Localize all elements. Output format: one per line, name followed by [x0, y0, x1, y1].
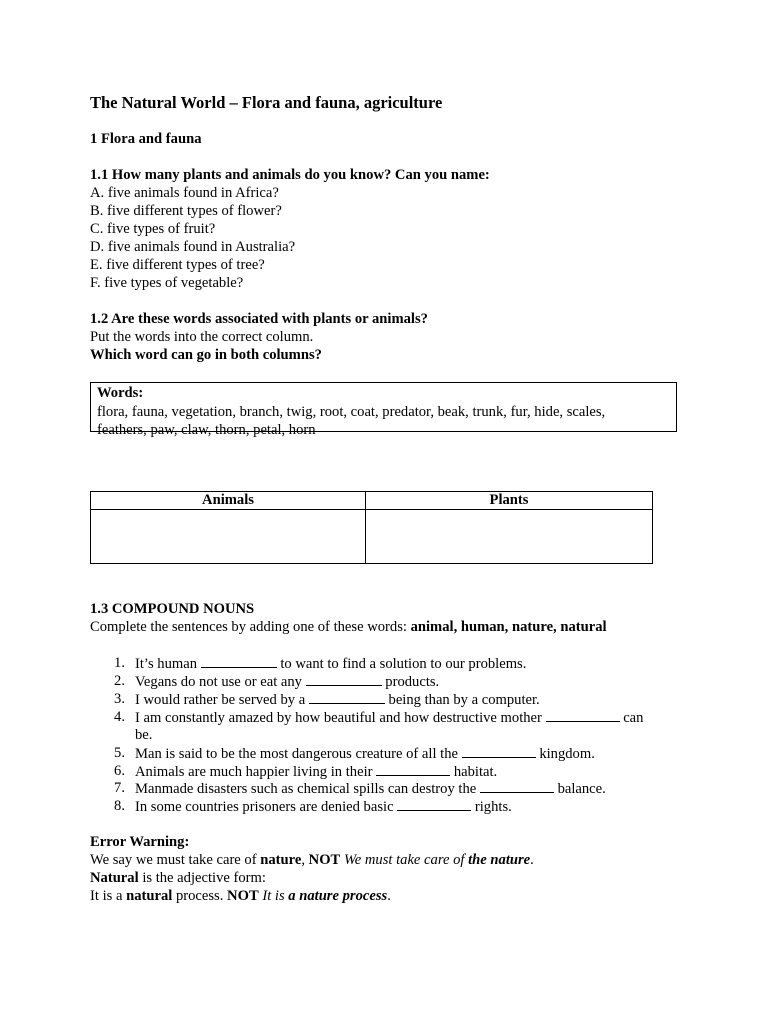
- sentence-start: Vegans do not use or eat any: [135, 674, 302, 690]
- question-1-2-question: Which word can go in both columns?: [90, 347, 322, 363]
- text-run: We say we must take care of: [90, 852, 257, 868]
- word-bank-box: [90, 382, 677, 438]
- question-1-1-heading: 1.1 How many plants and animals do you know? Can you name:: [90, 167, 490, 183]
- list-item: [135, 673, 665, 692]
- error-warning-line-1: [90, 852, 534, 870]
- list-number: 6.: [114, 763, 125, 779]
- sentence-end: balance.: [557, 781, 606, 797]
- sentence-start: Man is said to be the most dangerous creature of all the: [135, 746, 458, 762]
- list-item: [135, 655, 665, 674]
- text-run-bold-italic: a nature process: [288, 888, 388, 904]
- answer-blank[interactable]: [309, 691, 385, 704]
- list-number: 4.: [114, 709, 125, 725]
- list-item: [135, 745, 665, 764]
- list-item-continuation: be.: [135, 727, 153, 743]
- question-1-1-item-d: D. five animals found in Australia?: [90, 239, 296, 255]
- text-run: process.: [175, 888, 224, 904]
- question-1-2-heading: 1.2 Are these words associated with plants or animals?: [90, 311, 428, 327]
- question-1-1-item-c: C. five types of fruit?: [90, 221, 216, 237]
- sentence-end: habitat.: [453, 764, 498, 780]
- list-number: 8.: [114, 798, 125, 814]
- text-run-bold: NOT: [227, 888, 259, 904]
- question-1-1-item-f: F. five types of vegetable?: [90, 275, 244, 291]
- list-number: 1.: [114, 655, 125, 671]
- sentence-end: kingdom.: [539, 746, 595, 762]
- answer-blank[interactable]: [546, 709, 620, 722]
- question-1-3-heading: 1.3 COMPOUND NOUNS: [90, 601, 255, 617]
- answer-blank[interactable]: [397, 798, 471, 811]
- error-warning-line-3: [90, 888, 391, 906]
- error-warning-heading: Error Warning:: [90, 834, 190, 850]
- question-1-3-instruction: Complete the sentences by adding one of these words:: [90, 619, 407, 635]
- sentence-end: to want to find a solution to our problems.: [280, 656, 527, 672]
- text-run-bold: nature: [260, 852, 302, 868]
- sentence-start: It’s human: [135, 656, 198, 672]
- text-run: is the adjective form:: [142, 870, 266, 886]
- text-run-italic: It is: [262, 888, 285, 904]
- question-1-1-item-b: B. five different types of flower?: [90, 203, 282, 219]
- sentence-end: rights.: [474, 799, 512, 815]
- question-1-3-word-options: animal, human, nature, natural: [410, 619, 607, 635]
- sentence-end: can: [623, 710, 644, 726]
- word-bank-line-2: feathers, paw, claw, thorn, petal, horn: [97, 421, 316, 438]
- sentence-start: Manmade disasters such as chemical spills can destroy the: [135, 781, 477, 797]
- document-title: The Natural World – Flora and fauna, agriculture: [90, 93, 443, 112]
- list-item: [135, 780, 665, 799]
- sentence-start: In some countries prisoners are denied basic: [135, 799, 394, 815]
- error-warning-line-2: [90, 870, 266, 888]
- answer-blank[interactable]: [480, 780, 554, 793]
- question-1-1-item-a: A. five animals found in Africa?: [90, 185, 279, 201]
- text-run: .: [530, 852, 534, 868]
- list-number: 3.: [114, 691, 125, 707]
- sentence-end: products.: [385, 674, 440, 690]
- text-run-bold-italic: the nature: [468, 852, 531, 868]
- list-item: [135, 691, 665, 710]
- answer-blank[interactable]: [462, 745, 536, 758]
- sentence-start: Animals are much happier living in their: [135, 764, 373, 780]
- text-run: ,: [301, 852, 305, 868]
- text-run-bold: natural: [126, 888, 173, 904]
- sentence-start: I would rather be served by a: [135, 692, 306, 708]
- list-item: [135, 709, 665, 728]
- column-header-plants: Plants: [366, 492, 653, 510]
- animals-plants-table: [90, 491, 653, 564]
- text-run-italic: We must take care of: [343, 852, 465, 868]
- text-run-bold: Natural: [90, 870, 139, 886]
- word-bank-line-1: flora, fauna, vegetation, branch, twig, root, coat, predator, beak, trunk, fur, hide, scales,: [97, 403, 606, 420]
- section-heading-flora-fauna: 1 Flora and fauna: [90, 131, 202, 147]
- text-run: It is a: [90, 888, 123, 904]
- sentence-end: being than by a computer.: [388, 692, 540, 708]
- list-item: [135, 798, 665, 817]
- answer-blank[interactable]: [201, 655, 277, 668]
- sentence-start: I am constantly amazed by how beautiful and how destructive mother: [135, 710, 542, 726]
- list-number: 2.: [114, 673, 125, 689]
- question-1-1-item-e: E. five different types of tree?: [90, 257, 265, 273]
- word-bank-label: Words:: [97, 385, 144, 401]
- list-number: 7.: [114, 780, 125, 796]
- text-run-bold: NOT: [308, 852, 341, 868]
- animals-answer-cell[interactable]: [91, 510, 366, 564]
- answer-blank[interactable]: [376, 763, 450, 776]
- question-1-3-instruction-line: [90, 619, 607, 637]
- list-number: 5.: [114, 745, 125, 761]
- plants-answer-cell[interactable]: [366, 510, 653, 564]
- answer-blank[interactable]: [306, 673, 382, 686]
- text-run: .: [387, 888, 391, 904]
- question-1-2-instruction: Put the words into the correct column.: [90, 329, 314, 345]
- list-item: [135, 763, 665, 782]
- column-header-animals: Animals: [91, 492, 366, 510]
